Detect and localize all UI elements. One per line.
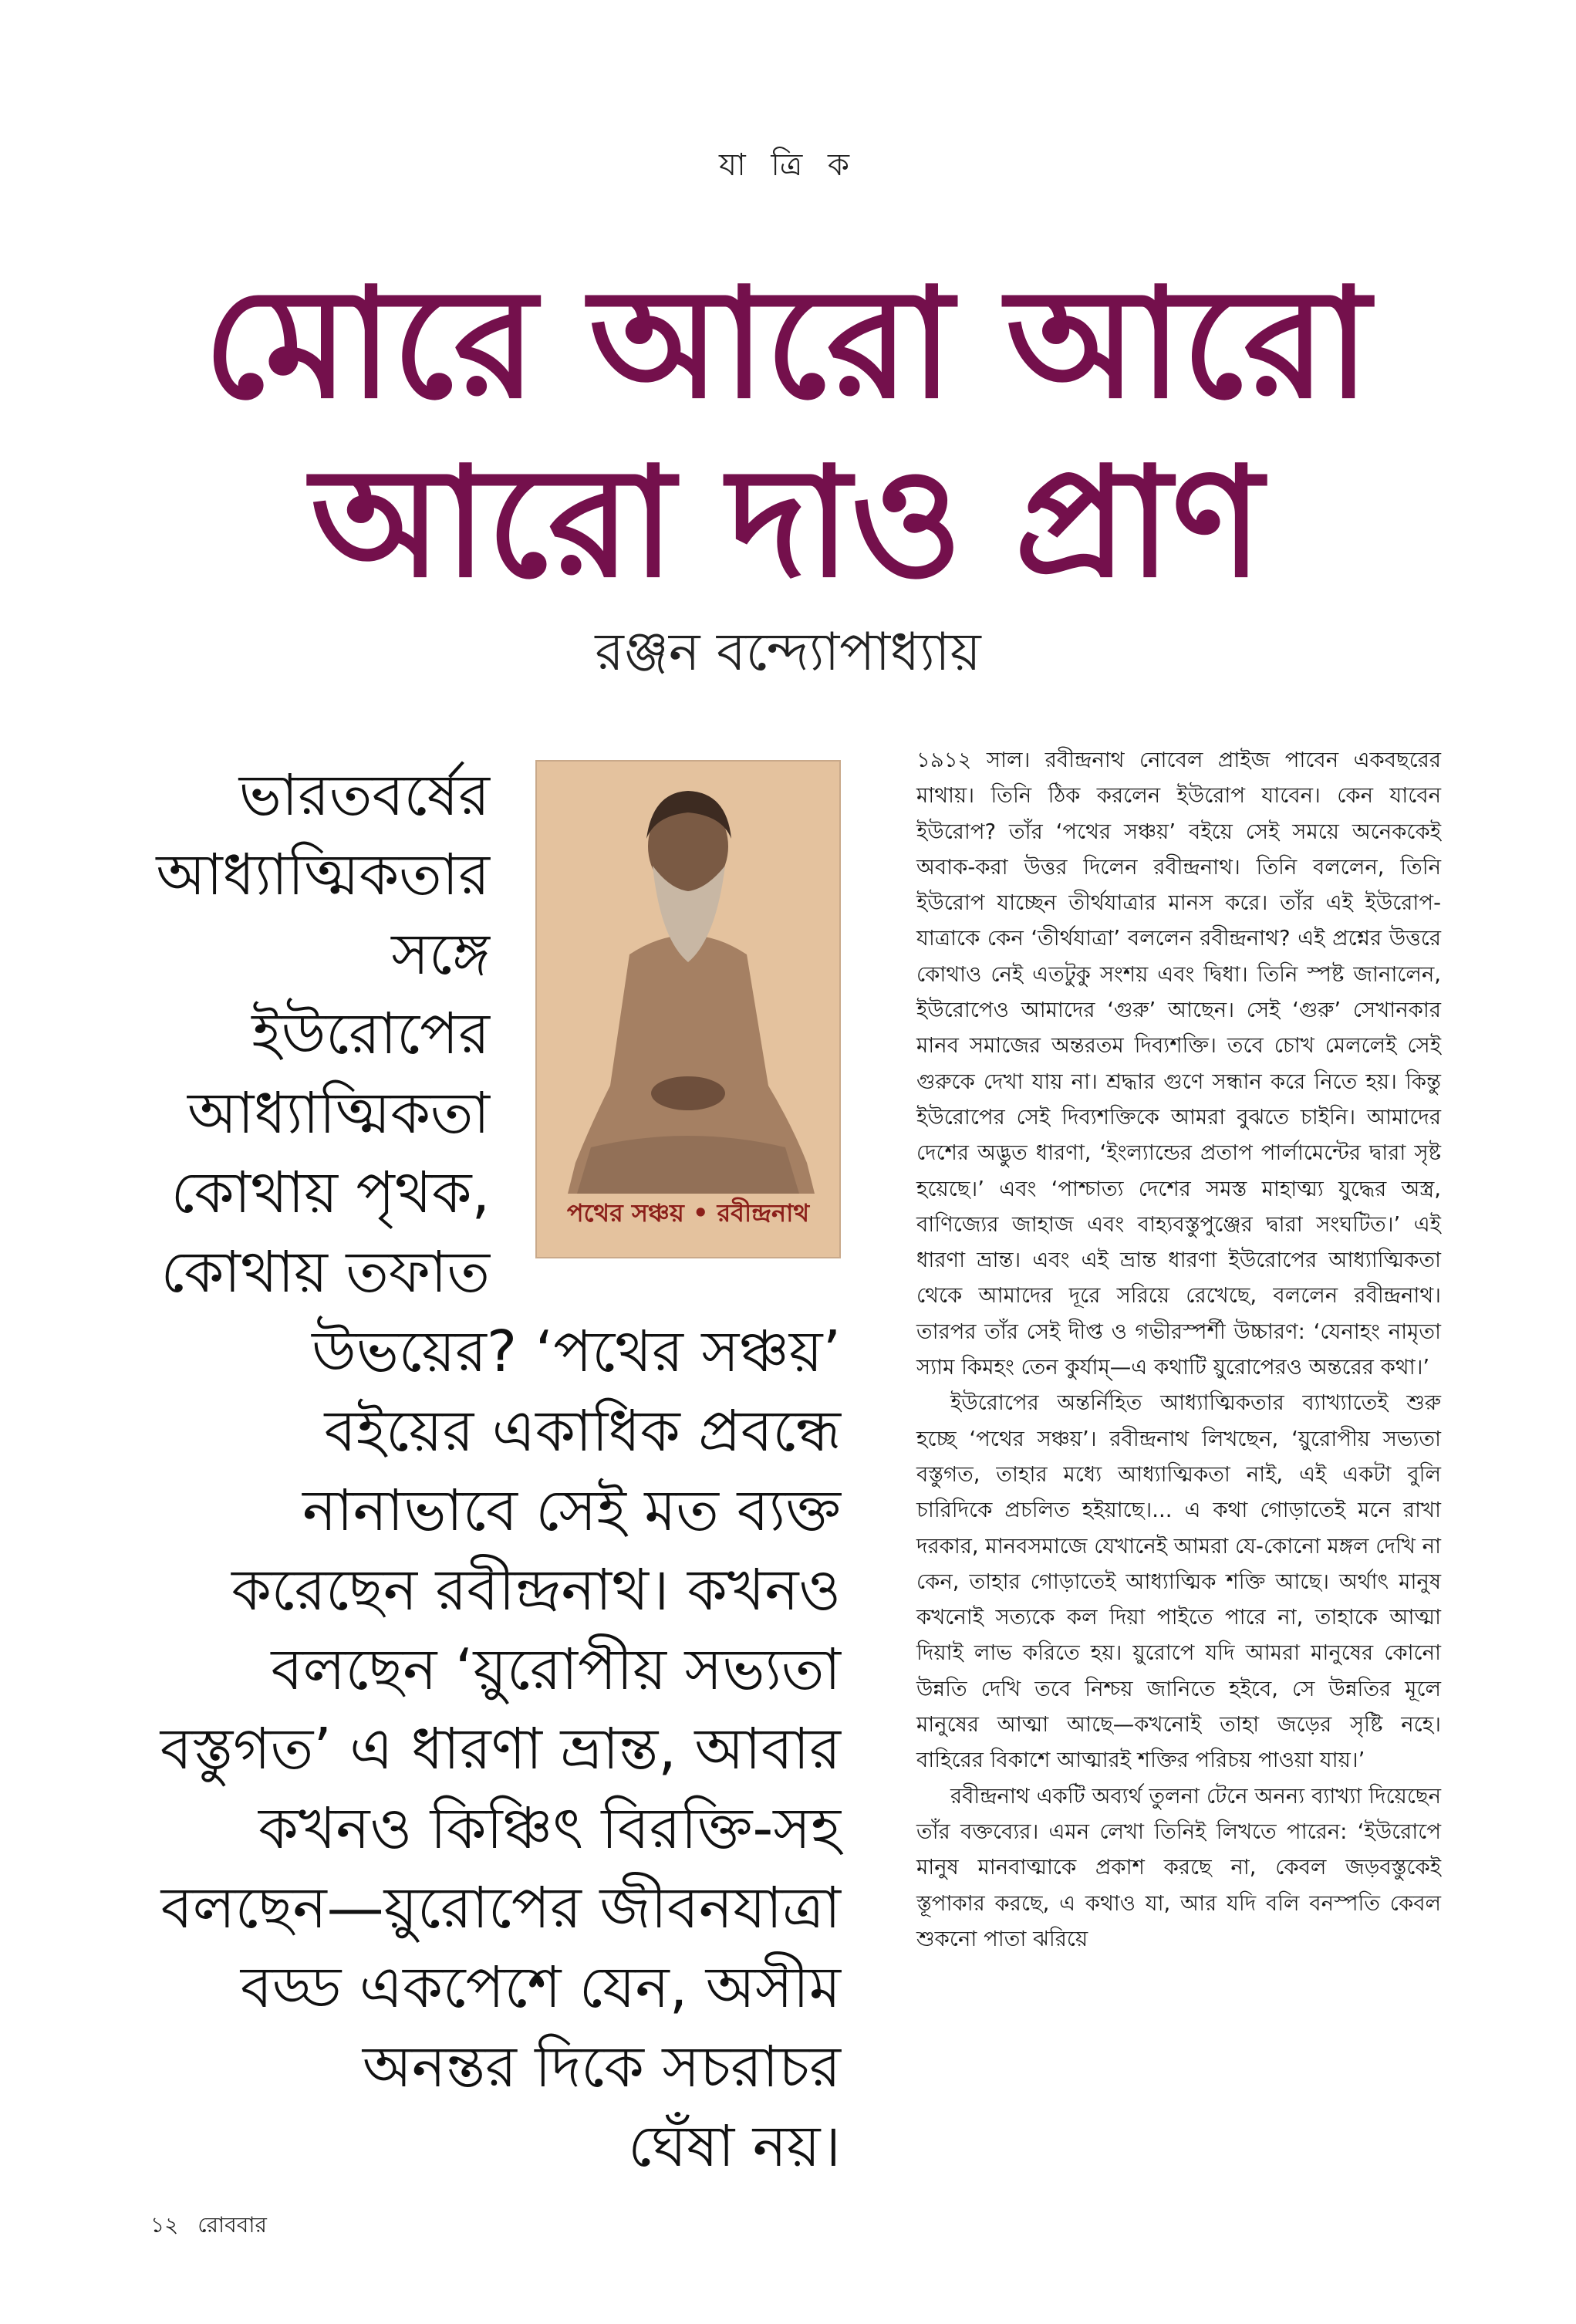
pull-quote-line: নানাভাবে সেই মত ব্যক্ত [302,1478,841,1544]
body-paragraph: ১৯১২ সাল। রবীন্দ্রনাথ নোবেল প্রাইজ পাবেন একবছরের মাথায়। তিনি ঠিক করলেন ইউরোপ যাবেন। কেন যাবেন ইউরোপ? তাঁর ‘পথের সঞ্চয়’ বইয়ে সেই সময়ে অনেককেই অবাক-করা উত্তর দিলেন রবীন্দ্রনাথ। তিনি বললেন, তিনি ইউরোপ যাচ্ছেন তীর্থযাত্রার মানস করে। তাঁর এই ইউরোপ-যাত্রাকে কেন ‘তীর্থযাত্রা’ বললেন রবীন্দ্রনাথ? এই প্রশ্নের উত্তরে কোথাও নেই এতটুকু সংশয় এবং দ্বিধা। তিনি স্পষ্ট জানালেন, ইউরোপেও আমাদের ‘গুরু’ আছেন। সেই ‘গুরু’ সেখানকার মানব সমাজের অন্তরতম দিব্যশক্তি। তবে চোখ মেললেই সেই গুরুকে দেখা যায় না। শ্রদ্ধার গুণে সন্ধান করে নিতে হয়। কিন্তু ইউরোপের সেই দিব্যশক্তিকে আমরা বুঝতে চাইনি। আমাদের দেশের অদ্ভুত ধারণা, ‘ইংল্যান্ডের প্রতাপ পার্লামেন্টের দ্বারা সৃষ্ট হয়েছে।’ এবং ‘পাশ্চাত্য দেশের সমস্ত মাহাত্ম্য যুদ্ধের অস্ত্র, বাণিজ্যের জাহাজ এবং বাহ্যবস্তুপুঞ্জের দ্বারা সংঘটিত।’ এই ধারণা ভ্রান্ত। এবং এই ভ্রান্ত ধারণা ইউরোপের আধ্যাত্মিকতা থেকে আমাদের দূরে সরিয়ে রেখেছে, বললেন রবীন্দ্রনাথ। তারপর তাঁর সেই দীপ্ত ও গভীরস্পর্শী উচ্চারণ: ‘যেনাহং নামৃতা স্যাম কিমহং তেন কুর্যাম্—এ কথাটি য়ুরোপেরও অন্তরের কথা।’ [916,748,1441,1380]
pull-quote-line: বইয়ের একাধিক প্রবন্ধে [324,1398,841,1464]
page-number: ১২ [150,2212,179,2238]
byline: রঞ্জন বন্দ্যোপাধ্যায় [595,622,981,683]
pull-quote-line: বলছেন ‘য়ুরোপীয় সভ্যতা [271,1637,841,1703]
photo-caption: পথের সঞ্চয় • রবীন্দ্রনাথ [566,1198,810,1228]
pull-quote-line: করেছেন রবীন্দ্রনাথ। কখনও [231,1557,841,1623]
pull-quote-line: ইউরোপের [251,1001,490,1067]
pull-quote-line: ভারতবর্ষের [238,762,490,829]
pull-quote-line: কোথায় পৃথক, [170,1160,490,1226]
pull-quote-line: সঙ্গে [391,921,490,988]
pull-quote-line: ঘেঁষা নয়। [628,2113,841,2180]
body-paragraph: ইউরোপের অন্তর্নিহিত আধ্যাত্মিকতার ব্যাখ্যাতেই শুরু হচ্ছে ‘পথের সঞ্চয়’। রবীন্দ্রনাথ লিখছেন, ‘য়ুরোপীয় সভ্যতা বস্তুগত, তাহার মধ্যে আধ্যাত্মিকতা নাই, এই একটা বুলি চারিদিকে প্রচলিত হইয়াছে।... এ কথা গোড়াতেই মনে রাখা দরকার, মানবসমাজে যেখানেই আমরা যে-কোনো মঙ্গল দেখি না কেন, তাহার গোড়াতেই আধ্যাত্মিক শক্তি আছে। অর্থাৎ মানুষ কখনোই সত্যকে কল দিয়া পাইতে পারে না, তাহাকে আত্মা দিয়াই লাভ করিতে হয়। য়ুরোপে যদি আমরা মানুষের কোনো উন্নতি দেখি তবে নিশ্চয় জানিতে হইবে, সে উন্নতির মূলে মানুষের আত্মা আছে—কখনোই তাহা জড়ের সৃষ্টি নহে। বাহিরের বিকাশে আত্মারই শক্তির পরিচয় পাওয়া যায়।’ [916,1390,1441,1773]
pull-quote-line: কোথায় তফাত [160,1239,490,1306]
pull-quote-line: বস্তুগত’ এ ধারণা ভ্রান্ত, আবার [160,1716,841,1782]
pull-quote-line: বলছেন—য়ুরোপের জীবনযাত্রা [160,1875,841,1941]
pull-quote-line: আধ্যাত্মিকতার [156,842,490,908]
body-paragraph: রবীন্দ্রনাথ একটি অব্যর্থ তুলনা টেনে অনন্য ব্যাখ্যা দিয়েছেন তাঁর বক্তব্যের। এমন লেখা তিনিই লিখতে পারেন: ‘ইউরোপে মানুষ মানবাত্মাকে প্রকাশ করছে না, কেবল জড়বস্তুকেই স্তূপাকার করছে, এ কথাও যা, আর যদি বলি বনস্পতি কেবল শুকনো পাতা ঝরিয়ে [916,1783,1442,1951]
pull-quote-line: কখনও কিঞ্চিৎ বিরক্তি-সহ [258,1795,841,1862]
article-body [916,742,1441,1957]
publication-name: রোববার [197,2212,267,2238]
pull-quote [150,756,841,2187]
headline-line-2: আরো দাও প্রাণ [310,435,1264,611]
pull-quote-line: আধ্যাত্মিকতা [187,1080,490,1147]
pull-quote-line: উভয়ের? ‘পথের সঞ্চয়’ [312,1319,841,1385]
headline-line-1: মোরে আরো আরো [203,256,1371,432]
headline [170,255,1404,613]
pull-quote-line: বড্ড একপেশে যেন, অসীম [240,1954,841,2021]
page-footer [150,2208,267,2245]
section-kicker: যা ত্রি ক [719,147,857,183]
pull-quote-line: অনন্তর দিকে সচরাচর [362,2034,841,2100]
